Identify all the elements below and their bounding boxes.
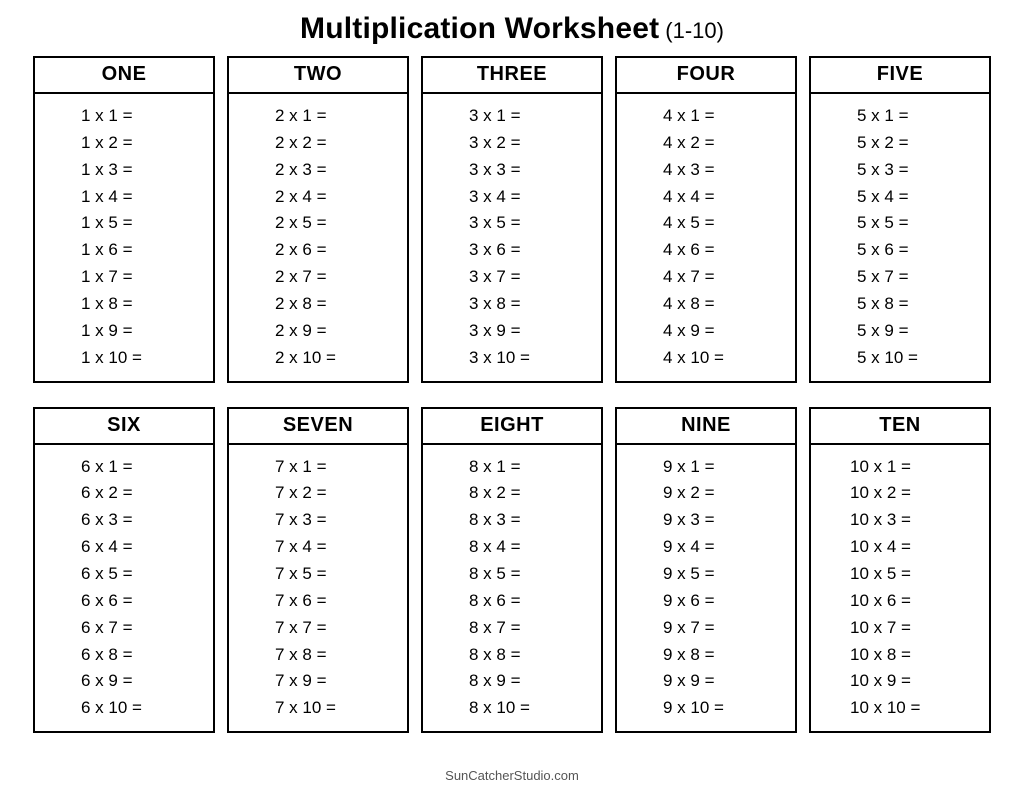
table-card-body: [809, 94, 991, 383]
problem-row: 8 x 2 =: [469, 483, 521, 503]
problem-row: 3 x 8 =: [469, 294, 521, 314]
table-card-header: TWO: [227, 56, 409, 94]
problem-row: 10 x 7 =: [850, 617, 911, 637]
table-card-header: SIX: [33, 407, 215, 445]
problem-row: 3 x 7 =: [469, 267, 521, 287]
problem-row: 2 x 6 =: [275, 240, 327, 260]
problem-row: 4 x 1 =: [663, 106, 715, 125]
table-row-group-2: [0, 407, 1024, 734]
problem-row: 7 x 9 =: [275, 671, 327, 691]
table-card-body: [33, 445, 215, 734]
problem-row: 1 x 6 =: [81, 240, 133, 260]
problem-row: 2 x 10 =: [275, 347, 336, 367]
problem-row: 6 x 3 =: [81, 510, 133, 530]
problem-row: 1 x 4 =: [81, 186, 133, 206]
problem-row: 1 x 2 =: [81, 132, 133, 152]
problem-row: 8 x 7 =: [469, 617, 521, 637]
problem-row: 7 x 8 =: [275, 644, 327, 664]
problem-row: 4 x 8 =: [663, 294, 715, 314]
problem-row: 5 x 8 =: [857, 294, 909, 314]
problem-row: 7 x 3 =: [275, 510, 327, 530]
problem-row: 1 x 5 =: [81, 213, 133, 233]
problem-row: 3 x 10 =: [469, 347, 530, 367]
problem-row: 8 x 4 =: [469, 537, 521, 557]
problem-row: 10 x 4 =: [850, 537, 911, 557]
problem-row: 4 x 7 =: [663, 267, 715, 287]
problem-row: 10 x 3 =: [850, 510, 911, 530]
problem-row: 1 x 7 =: [81, 267, 133, 287]
table-card-header: SEVEN: [227, 407, 409, 445]
problem-row: 5 x 3 =: [857, 159, 909, 179]
problem-row: 6 x 2 =: [81, 483, 133, 503]
problem-row: 5 x 6 =: [857, 240, 909, 260]
table-card-body: [809, 445, 991, 734]
problem-row: 8 x 9 =: [469, 671, 521, 691]
table-card-body: [227, 94, 409, 383]
problem-row: 3 x 2 =: [469, 132, 521, 152]
footer-credit: SunCatcherStudio.com: [445, 768, 579, 783]
problem-row: 2 x 2 =: [275, 132, 327, 152]
problem-row: 4 x 10 =: [663, 347, 724, 367]
table-row-group-1: [0, 56, 1024, 383]
page-title-range: (1-10): [665, 18, 724, 43]
table-card-body: [421, 94, 603, 383]
problem-row: 8 x 8 =: [469, 644, 521, 664]
problem-row: 6 x 10 =: [81, 698, 142, 718]
problem-row: 2 x 7 =: [275, 267, 327, 287]
problem-row: 5 x 1 =: [857, 106, 909, 125]
table-card-body: [33, 94, 215, 383]
problem-row: 9 x 5 =: [663, 564, 715, 584]
page-title-main: Multiplication Worksheet: [300, 12, 660, 45]
problem-row: 6 x 4 =: [81, 537, 133, 557]
problem-row: 3 x 1 =: [469, 106, 521, 125]
problem-row: 6 x 5 =: [81, 564, 133, 584]
table-card-two: [227, 56, 409, 383]
table-card-header: FIVE: [809, 56, 991, 94]
problem-row: 7 x 5 =: [275, 564, 327, 584]
table-card-seven: [227, 407, 409, 734]
problem-row: 4 x 3 =: [663, 159, 715, 179]
problem-row: 8 x 5 =: [469, 564, 521, 584]
table-card-body: [421, 445, 603, 734]
problem-row: 4 x 4 =: [663, 186, 715, 206]
problem-row: 5 x 9 =: [857, 320, 909, 340]
problem-row: 2 x 8 =: [275, 294, 327, 314]
problem-row: 6 x 1 =: [81, 456, 133, 476]
table-card-ten: [809, 407, 991, 734]
problem-row: 8 x 6 =: [469, 590, 521, 610]
problem-row: 9 x 8 =: [663, 644, 715, 664]
problem-row: 6 x 9 =: [81, 671, 133, 691]
problem-row: 5 x 7 =: [857, 267, 909, 287]
problem-row: 3 x 5 =: [469, 213, 521, 233]
table-card-body: [227, 445, 409, 734]
problem-row: 8 x 10 =: [469, 698, 530, 718]
problem-row: 1 x 8 =: [81, 294, 133, 314]
problem-row: 5 x 2 =: [857, 132, 909, 152]
problem-row: 6 x 7 =: [81, 617, 133, 637]
problem-row: 3 x 3 =: [469, 159, 521, 179]
problem-row: 9 x 7 =: [663, 617, 715, 637]
problem-row: 5 x 4 =: [857, 186, 909, 206]
table-card-six: [33, 407, 215, 734]
problem-row: 7 x 10 =: [275, 698, 336, 718]
problem-row: 7 x 4 =: [275, 537, 327, 557]
problem-row: 7 x 6 =: [275, 590, 327, 610]
problem-row: 6 x 8 =: [81, 644, 133, 664]
table-card-one: [33, 56, 215, 383]
problem-row: 1 x 10 =: [81, 347, 142, 367]
problem-row: 7 x 7 =: [275, 617, 327, 637]
table-card-eight: [421, 407, 603, 734]
table-card-body: [615, 445, 797, 734]
problem-row: 1 x 1 =: [81, 106, 133, 125]
problem-row: 4 x 9 =: [663, 320, 715, 340]
problem-row: 2 x 9 =: [275, 320, 327, 340]
problem-row: 10 x 10 =: [850, 698, 921, 718]
table-card-header: FOUR: [615, 56, 797, 94]
table-card-nine: [615, 407, 797, 734]
problem-row: 3 x 6 =: [469, 240, 521, 260]
problem-row: 10 x 9 =: [850, 671, 911, 691]
problem-row: 5 x 5 =: [857, 213, 909, 233]
problem-row: 4 x 2 =: [663, 132, 715, 152]
table-card-header: THREE: [421, 56, 603, 94]
problem-row: 8 x 1 =: [469, 456, 521, 476]
problem-row: 10 x 8 =: [850, 644, 911, 664]
problem-row: 9 x 6 =: [663, 590, 715, 610]
problem-row: 2 x 5 =: [275, 213, 327, 233]
problem-row: 10 x 5 =: [850, 564, 911, 584]
problem-row: 2 x 4 =: [275, 186, 327, 206]
problem-row: 4 x 5 =: [663, 213, 715, 233]
table-card-body: [615, 94, 797, 383]
problem-row: 6 x 6 =: [81, 590, 133, 610]
problem-row: 9 x 9 =: [663, 671, 715, 691]
problem-row: 1 x 9 =: [81, 320, 133, 340]
table-card-header: TEN: [809, 407, 991, 445]
problem-row: 9 x 2 =: [663, 483, 715, 503]
problem-row: 9 x 4 =: [663, 537, 715, 557]
page-title: [0, 0, 1024, 56]
table-card-three: [421, 56, 603, 383]
problem-row: 2 x 1 =: [275, 106, 327, 125]
problem-row: 5 x 10 =: [857, 347, 918, 367]
table-card-header: EIGHT: [421, 407, 603, 445]
problem-row: 7 x 2 =: [275, 483, 327, 503]
problem-row: 8 x 3 =: [469, 510, 521, 530]
table-card-header: NINE: [615, 407, 797, 445]
problem-row: 9 x 10 =: [663, 698, 724, 718]
problem-row: 2 x 3 =: [275, 159, 327, 179]
problem-row: 9 x 1 =: [663, 456, 715, 476]
problem-row: 10 x 2 =: [850, 483, 911, 503]
problem-row: 7 x 1 =: [275, 456, 327, 476]
problem-row: 9 x 3 =: [663, 510, 715, 530]
problem-row: 3 x 4 =: [469, 186, 521, 206]
problem-row: 10 x 1 =: [850, 456, 911, 476]
problem-row: 10 x 6 =: [850, 590, 911, 610]
table-card-five: [809, 56, 991, 383]
problem-row: 1 x 3 =: [81, 159, 133, 179]
table-card-header: ONE: [33, 56, 215, 94]
table-card-four: [615, 56, 797, 383]
problem-row: 3 x 9 =: [469, 320, 521, 340]
problem-row: 4 x 6 =: [663, 240, 715, 260]
